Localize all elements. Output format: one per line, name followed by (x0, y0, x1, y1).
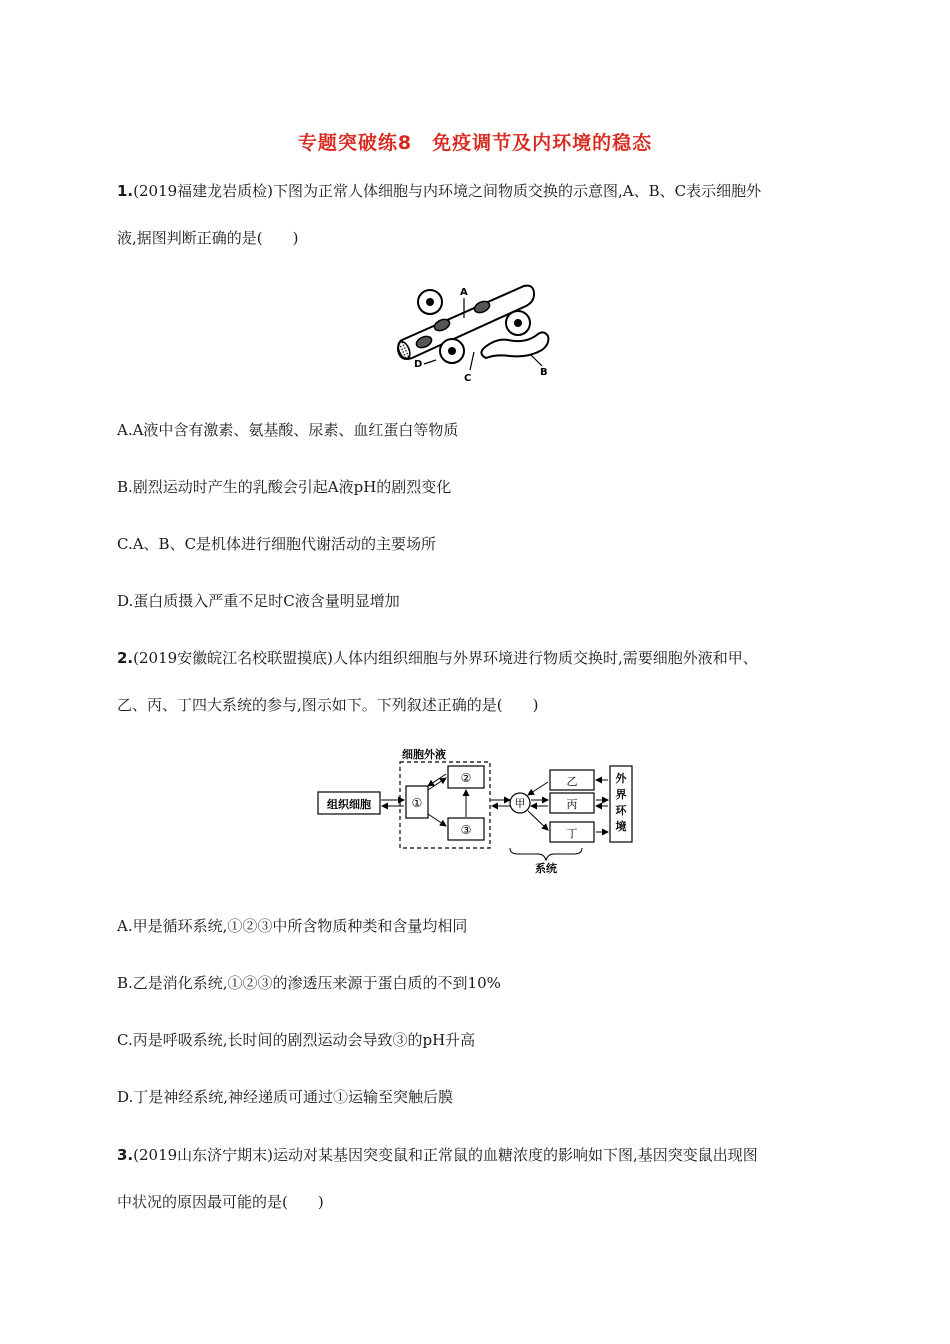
q1-stem-line1 (117, 181, 761, 201)
label-c: C (464, 373, 472, 382)
label-b: B (540, 367, 548, 378)
tissue-cell (506, 311, 530, 335)
label-ding: 丁 (566, 827, 578, 840)
q1-option-a: A.A液中含有激素、氨基酸、尿素、血红蛋白等物质 (117, 421, 459, 439)
label-env-1: 外 (615, 772, 627, 785)
lymphatic-vessel (481, 332, 548, 358)
q2-stem-text1: (2019安徽皖江名校联盟摸底)人体内组织细胞与外界环境进行物质交换时,需要细胞外液和甲、 (133, 649, 758, 667)
q1-stem-line2: 液,据图判断正确的是( ) (117, 229, 299, 247)
q1-option-d: D.蛋白质摄入严重不足时C液含量明显增加 (117, 592, 400, 610)
label-jia: 甲 (514, 797, 526, 810)
q2-stem-line2: 乙、丙、丁四大系统的参与,图示如下。下列叙述正确的是( ) (117, 696, 539, 714)
page-title: 专题突破练8 免疫调节及内环境的稳态 (297, 132, 653, 154)
label-bing: 丙 (566, 798, 578, 811)
q3-stem-line1 (117, 1145, 758, 1165)
label-system: 系统 (535, 862, 557, 875)
label-node-1: ① (411, 796, 423, 810)
label-env-2: 界 (615, 788, 627, 801)
label-tissue-cell: 组织细胞 (327, 798, 371, 811)
label-d: D (414, 359, 423, 370)
q2-figure (314, 742, 638, 876)
tissue-cell (418, 290, 442, 314)
q2-number: 2. (117, 649, 134, 667)
label-yi: 乙 (566, 775, 578, 788)
label-node-2: ② (460, 771, 472, 785)
q3-stem-text1: (2019山东济宁期末)运动对某基因突变鼠和正常鼠的血糖浓度的影响如下图,基因突变鼠出现图 (133, 1146, 758, 1164)
q2-option-a: A.甲是循环系统,①②③中所含物质种类和含量均相同 (117, 917, 468, 935)
tissue-cell (440, 339, 464, 363)
q1-option-b: B.剧烈运动时产生的乳酸会引起A液pH的剧烈变化 (117, 478, 452, 496)
q1-number: 1. (117, 182, 134, 200)
q2-option-d: D.丁是神经系统,神经递质可通过①运输至突触后膜 (117, 1088, 454, 1106)
q1-figure (392, 278, 558, 382)
label-env-3: 环 (615, 804, 627, 817)
q1-stem-text1: (2019福建龙岩质检)下图为正常人体细胞与内环境之间物质交换的示意图,A、B、C表示细胞外 (133, 182, 762, 200)
q3-number: 3. (117, 1146, 134, 1164)
label-extracellular-fluid: 细胞外液 (402, 748, 446, 761)
q2-option-c: C.丙是呼吸系统,长时间的剧烈运动会导致③的pH升高 (117, 1031, 476, 1049)
q2-option-b: B.乙是消化系统,①②③的渗透压来源于蛋白质的不到10% (117, 974, 501, 992)
q2-stem-line1 (117, 648, 758, 668)
label-env-4: 境 (615, 820, 627, 833)
q1-option-c: C.A、B、C是机体进行细胞代谢活动的主要场所 (117, 535, 437, 553)
q3-stem-line2: 中状况的原因最可能的是( ) (117, 1193, 324, 1211)
label-node-3: ③ (460, 823, 472, 837)
system-brace (510, 848, 582, 860)
label-a: A (460, 287, 468, 298)
